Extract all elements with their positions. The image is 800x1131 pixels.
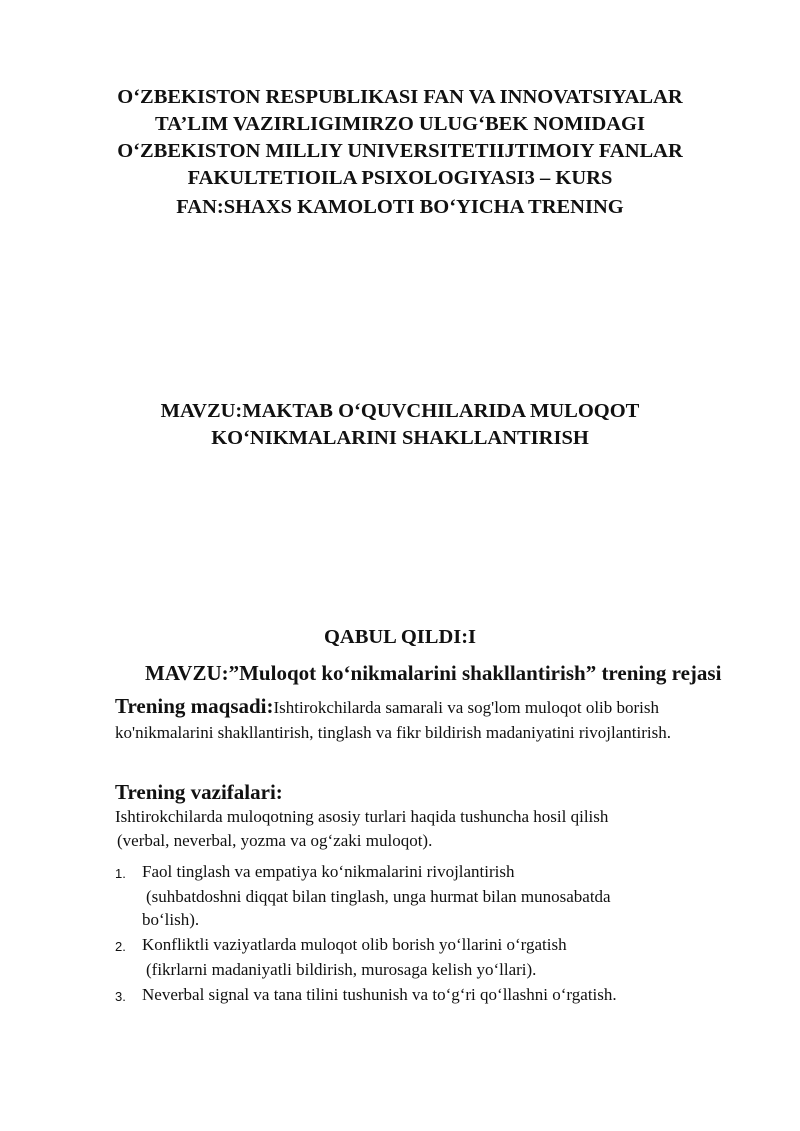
list-number: 3.	[115, 989, 126, 1004]
list-item-subtext: (fikrlarni madaniyatli bildirish, murosaga kelish yo‘llari).	[146, 960, 537, 979]
list-item-text: Neverbal signal va tana tilini tushunish va to‘g‘ri qo‘llashni o‘rgatish.	[142, 985, 617, 1004]
list-item	[115, 860, 755, 931]
list-item	[115, 933, 755, 981]
tasks-intro-line: Ishtirokchilarda muloqotning asosiy turlari haqida tushuncha hosil qilish	[115, 807, 609, 826]
header-line: TA’LIM VAZIRLIGIMIRZO ULUG‘BEK NOMIDAGI	[155, 113, 645, 135]
plan-title: MAVZU:”Muloqot ko‘nikmalarini shakllantirish” trening rejasi	[145, 661, 722, 685]
tasks-title: Trening vazifalari:	[115, 780, 283, 804]
topic-line: MAVZU:MAKTAB O‘QUVCHILARIDA MULOQOT	[160, 400, 640, 422]
header-line: O‘ZBEKISTON RESPUBLIKASI FAN VA INNOVATSIYALAR	[117, 86, 683, 108]
list-item-subtext: bo‘lish).	[142, 910, 200, 929]
header-line: O‘ZBEKISTON MILLIY UNIVERSITETIIJTIMOIY FANLAR	[117, 140, 683, 162]
tasks-intro-line: (verbal, neverbal, yozma va og‘zaki muloqot).	[117, 831, 433, 850]
list-number: 1.	[115, 866, 126, 881]
list-item-text: Konfliktli vaziyatlarda muloqot olib borish yo‘llarini o‘rgatish	[142, 935, 567, 954]
training-goal	[115, 694, 755, 745]
tasks-intro	[115, 805, 755, 853]
topic-title	[60, 398, 740, 452]
subject-line: FAN:SHAXS KAMOLOTI BO‘YICHA TRENING	[176, 196, 624, 218]
tasks-list	[115, 860, 755, 1008]
accepted-by-label: QABUL QILDI:I	[323, 626, 477, 648]
list-item-text: Faol tinglash va empatiya ko‘nikmalarini rivojlantirish	[142, 862, 515, 881]
university-header	[60, 84, 740, 221]
list-item-subtext: (suhbatdoshni diqqat bilan tinglash, unga hurmat bilan munosabatda	[146, 887, 611, 906]
goal-label: Trening maqsadi:	[115, 694, 274, 718]
topic-line: KO‘NIKMALARINI SHAKLLANTIRISH	[211, 427, 589, 449]
list-item	[115, 983, 755, 1006]
list-number: 2.	[115, 939, 126, 954]
goal-text: Ishtirokchilarda samarali va sog'lom muloqot olib borish ko'nikmalarini shakllantirish, tinglash va fikr bildirish madaniyatini rivojlantirish.	[115, 698, 671, 742]
header-line: FAKULTETIOILA PSIXOLOGIYASI3 – KURS	[187, 167, 613, 189]
